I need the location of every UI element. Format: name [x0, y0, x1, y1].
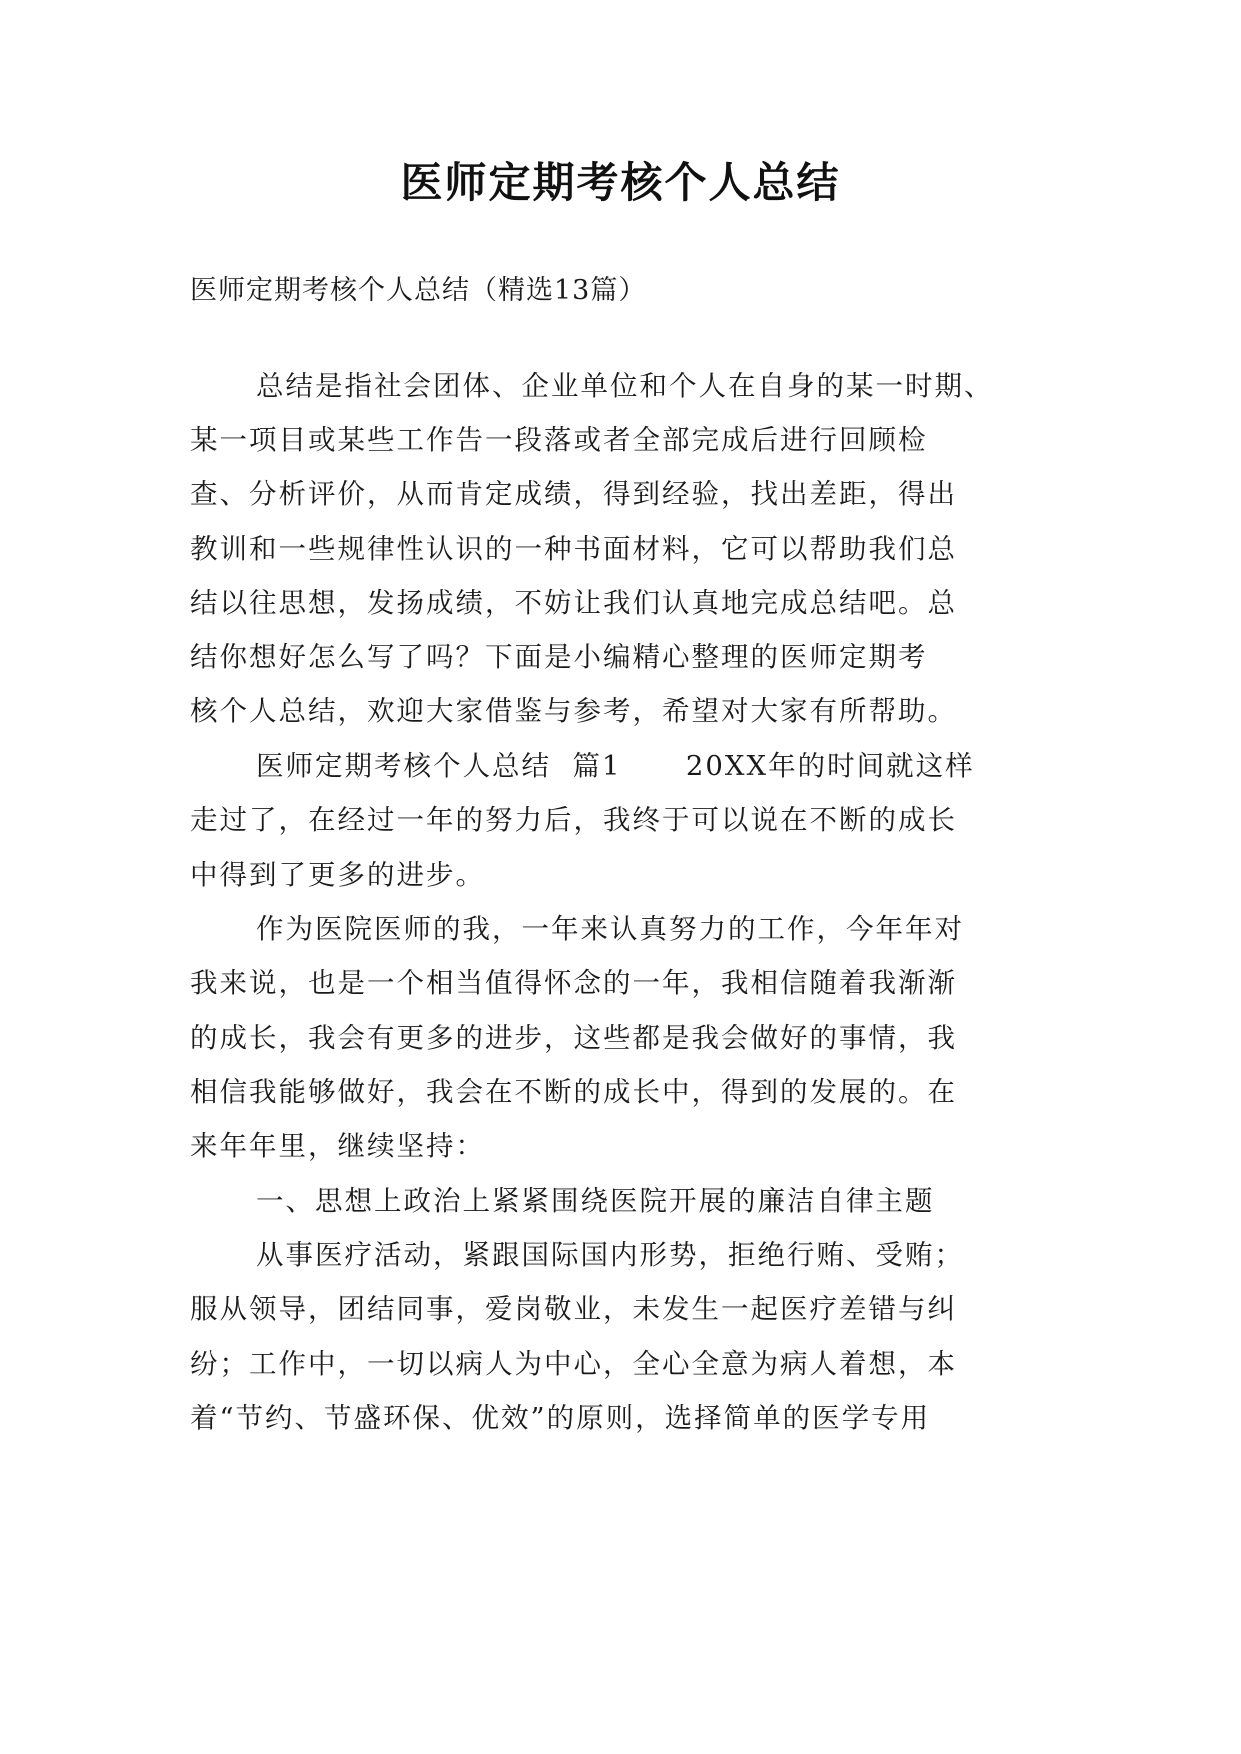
paragraph-line: 来年年里，继续坚持： — [190, 1130, 485, 1162]
paragraph-line: 相信我能够做好，我会在不断的成长中，得到的发展的。在 — [190, 1076, 957, 1108]
paragraph-line: 查、分析评价，从而肯定成绩，得到经验，找出差距，得出 — [190, 478, 957, 510]
section-heading-line: 医师定期考核个人总结 篇1 20XX年的时间就这样 — [256, 750, 975, 782]
paragraph-line: 的成长，我会有更多的进步，这些都是我会做好的事情，我 — [190, 1022, 957, 1054]
document-subtitle: 医师定期考核个人总结（精选13篇） — [190, 275, 647, 306]
paragraph-line: 我来说，也是一个相当值得怀念的一年，我相信随着我渐渐 — [190, 967, 957, 999]
paragraph-line: 总结是指社会团体、企业单位和个人在自身的某一时期、 — [256, 370, 994, 402]
paragraph-line: 服从领导，团结同事，爱岗敬业，未发生一起医疗差错与纠 — [190, 1293, 957, 1325]
paragraph-line: 走过了，在经过一年的努力后，我终于可以说在不断的成长 — [190, 804, 957, 836]
paragraph-line: 核个人总结，欢迎大家借鉴与参考，希望对大家有所帮助。 — [190, 695, 957, 727]
paragraph-line: 教训和一些规律性认识的一种书面材料，它可以帮助我们总 — [190, 533, 957, 565]
paragraph-line: 作为医院医师的我，一年来认真努力的工作，今年年对 — [256, 913, 964, 945]
paragraph-line: 从事医疗活动，紧跟国际国内形势，拒绝行贿、受贿； — [256, 1239, 964, 1271]
paragraph-line: 中得到了更多的进步。 — [190, 859, 485, 891]
paragraph-line: 着“节约、节盛环保、优效”的原则，选择简单的医学专用 — [190, 1402, 931, 1434]
paragraph-line: 某一项目或某些工作告一段落或者全部完成后进行回顾检 — [190, 424, 928, 456]
document-title: 医师定期考核个人总结 — [400, 158, 841, 207]
paragraph-line: 结你想好怎么写了吗？下面是小编精心整理的医师定期考 — [190, 641, 928, 673]
paragraph-line: 纷；工作中，一切以病人为中心，全心全意为病人着想，本 — [190, 1348, 957, 1380]
paragraph-line: 结以往思想，发扬成绩，不妨让我们认真地完成总结吧。总 — [190, 587, 957, 619]
subheading-line: 一、思想上政治上紧紧围绕医院开展的廉洁自律主题 — [256, 1185, 935, 1217]
